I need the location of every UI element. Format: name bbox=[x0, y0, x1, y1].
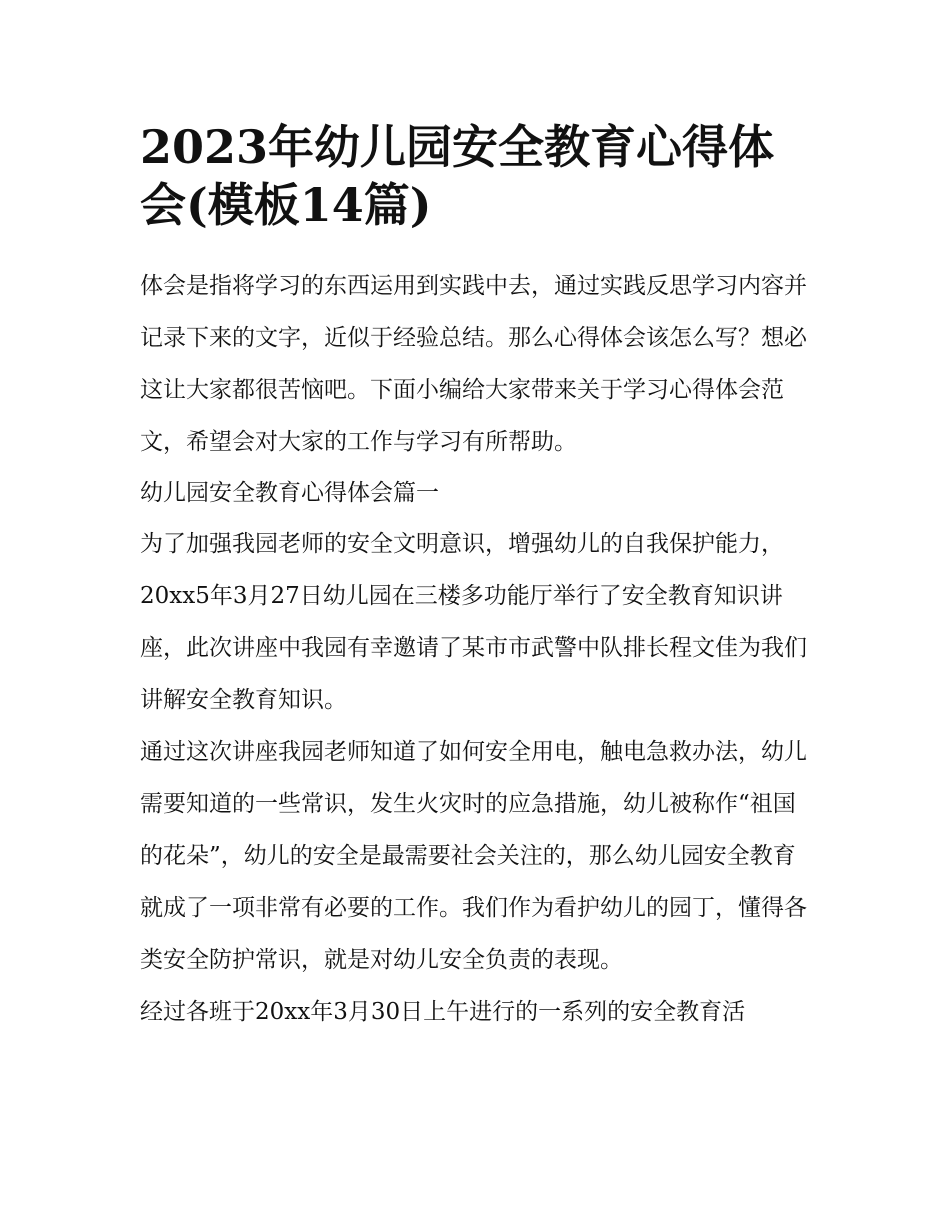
body-paragraph: 为了加强我园老师的安全文明意识，增强幼儿的自我保护能力，20xx5年3月27日幼儿园在三楼多功能厅举行了安全教育知识讲座，此次讲座中我园有幸邀请了某市市武警中队排长程文佳为我们讲解安全教育知识。 bbox=[140, 531, 807, 713]
body-paragraph: 通过这次讲座我园老师知道了如何安全用电，触电急救办法，幼儿需要知道的一些常识，发生火灾时的应急措施，幼儿被称作“祖国的花朵”，幼儿的安全是最需要社会关注的，那么幼儿园安全教育就成了一项非常有必要的工作。我们作为看护幼儿的园丁，懂得各类安全防护常识，就是对幼儿安全负责的表现。 bbox=[140, 739, 807, 973]
section-heading: 幼儿园安全教育心得体会篇一 bbox=[140, 480, 439, 506]
intro-paragraph: 体会是指将学习的东西运用到实践中去，通过实践反思学习内容并记录下来的文字，近似于经验总结。那么心得体会该怎么写？想必这让大家都很苦恼吧。下面小编给大家带来关于学习心得体会范文，希望会对大家的工作与学习有所帮助。 bbox=[140, 273, 807, 455]
document-content bbox=[140, 118, 812, 1038]
document-title: 2023年幼儿园安全教育心得体会(模板14篇) bbox=[140, 120, 775, 232]
document-body bbox=[140, 260, 812, 1038]
body-paragraph: 经过各班于20xx年3月30日上午进行的一系列的安全教育活 bbox=[140, 999, 746, 1025]
